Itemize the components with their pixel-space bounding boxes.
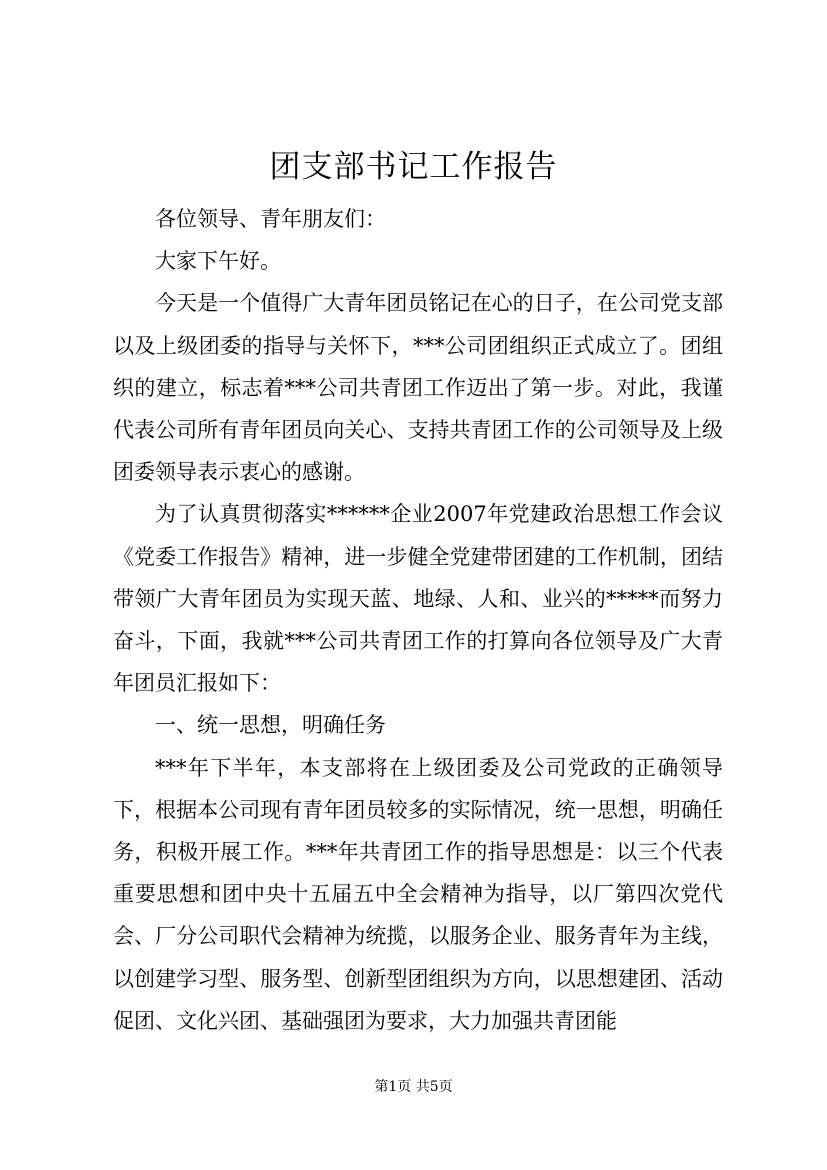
section-heading: 一、统一思想，明确任务 <box>155 713 386 738</box>
page-number-footer: 第1页 共5页 <box>374 1079 453 1095</box>
body-paragraph: 今天是一个值得广大青年团员铭记在心的日子，在公司党支部以及上级团委的指导与关怀下，***公司团组织正式成立了。团组织的建立，标志着***公司共青团工作迈出了第一步。对此，我谨代表公司所有青年团员向关心、支持共青团工作的公司领导及上级团委领导表示衷心的感谢。 <box>113 291 723 485</box>
greeting-paragraph: 大家下午好。 <box>155 249 281 274</box>
document-title: 团支部书记工作报告 <box>269 149 558 185</box>
document-body <box>113 198 723 1042</box>
body-paragraph: ***年下半年，本支部将在上级团委及公司党政的正确领导下，根据本公司现有青年团员较多的实际情况，统一思想，明确任务，积极开展工作。***年共青团工作的指导思想是：以三个代表重要思想和团中央十五届五中全会精神为指导，以厂第四次党代会、厂分公司职代会精神为统揽，以服务企业、服务青年为主线，以创建学习型、服务型、创新型团组织为方向，以思想建团、活动促团、文化兴团、基础强团为要求，大力加强共青团能 <box>113 755 723 1033</box>
salutation-paragraph: 各位领导、青年朋友们： <box>155 207 386 231</box>
body-paragraph: 为了认真贯彻落实******企业2007年党建政治思想工作会议《党委工作报告》精神，进一步健全党建带团建的工作机制，团结带领广大青年团员为实现天蓝、地绿、人和、业兴的*****而努力奋斗，下面，我就***公司共青团工作的打算向各位领导及广大青年团员汇报如下： <box>113 502 723 696</box>
